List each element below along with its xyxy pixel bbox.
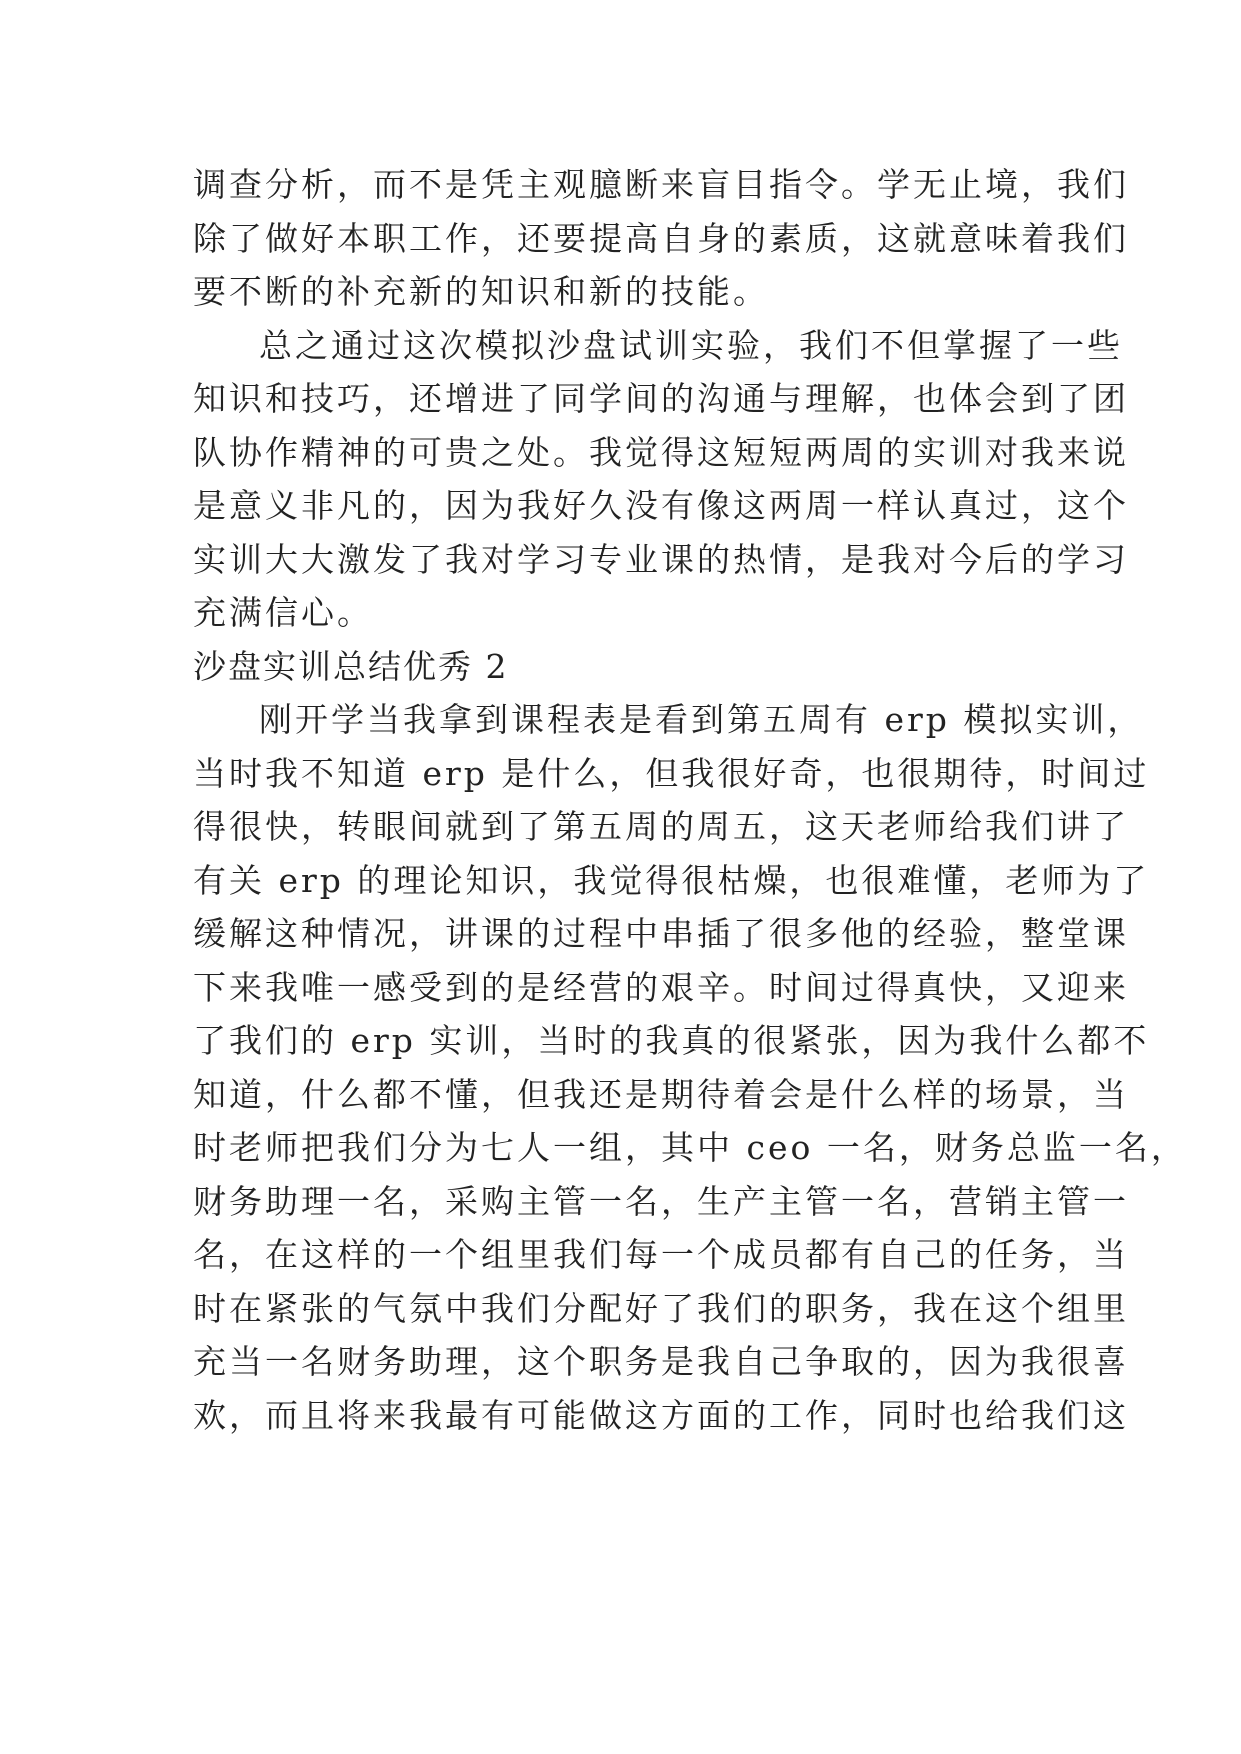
paragraph-line: 充满信心。 (193, 593, 373, 632)
paragraph-line: 调查分析，而不是凭主观臆断来盲目指令。学无止境，我们 (193, 165, 1129, 204)
paragraph-line: 时在紧张的气氛中我们分配好了我们的职务，我在这个组里 (193, 1288, 1129, 1328)
paragraph-line: 队协作精神的可贵之处。我觉得这短短两周的实训对我来说 (193, 432, 1129, 472)
paragraph-line: 除了做好本职工作，还要提高自身的素质，这就意味着我们 (193, 218, 1129, 258)
paragraph-line: 缓解这种情况，讲课的过程中串插了很多他的经验，整堂课 (193, 914, 1129, 953)
paragraph-line: 知道，什么都不懂，但我还是期待着会是什么样的场景，当 (193, 1074, 1129, 1114)
paragraph-line: 实训大大激发了我对学习专业课的热情，是我对今后的学习 (193, 539, 1129, 579)
paragraph-line: 下来我唯一感受到的是经营的艰辛。时间过得真快，又迎来 (193, 967, 1129, 1007)
section-heading: 沙盘实训总结优秀 2 (193, 646, 509, 686)
paragraph-line: 了我们的 erp 实训，当时的我真的很紧张，因为我什么都不 (193, 1021, 1150, 1060)
paragraph-line: 总之通过这次模拟沙盘试训实验，我们不但掌握了一些 (259, 325, 1123, 365)
paragraph-line: 知识和技巧，还增进了同学间的沟通与理解，也体会到了团 (193, 379, 1129, 418)
paragraph-line: 是意义非凡的，因为我好久没有像这两周一样认真过，这个 (193, 486, 1129, 525)
paragraph-line: 时老师把我们分为七人一组，其中 ceo 一名，财务总监一名， (193, 1128, 1187, 1167)
paragraph-line: 要不断的补充新的知识和新的技能。 (193, 272, 769, 311)
paragraph-line: 得很快，转眼间就到了第五周的周五，这天老师给我们讲了 (193, 807, 1129, 846)
paragraph-line: 有关 erp 的理论知识，我觉得很枯燥，也很难懂，老师为了 (193, 860, 1150, 900)
paragraph-line: 财务助理一名，采购主管一名，生产主管一名，营销主管一 (193, 1181, 1129, 1221)
paragraph-line: 刚开学当我拿到课程表是看到第五周有 erp 模拟实训， (259, 700, 1144, 739)
paragraph-line: 欢，而且将来我最有可能做这方面的工作，同时也给我们这 (193, 1395, 1129, 1435)
paragraph-line: 名，在这样的一个组里我们每一个成员都有自己的任务，当 (193, 1235, 1129, 1274)
paragraph-line: 充当一名财务助理，这个职务是我自己争取的，因为我很喜 (193, 1342, 1129, 1381)
paragraph-line: 当时我不知道 erp 是什么，但我很好奇，也很期待，时间过 (193, 753, 1150, 793)
document-body (193, 158, 1187, 1442)
